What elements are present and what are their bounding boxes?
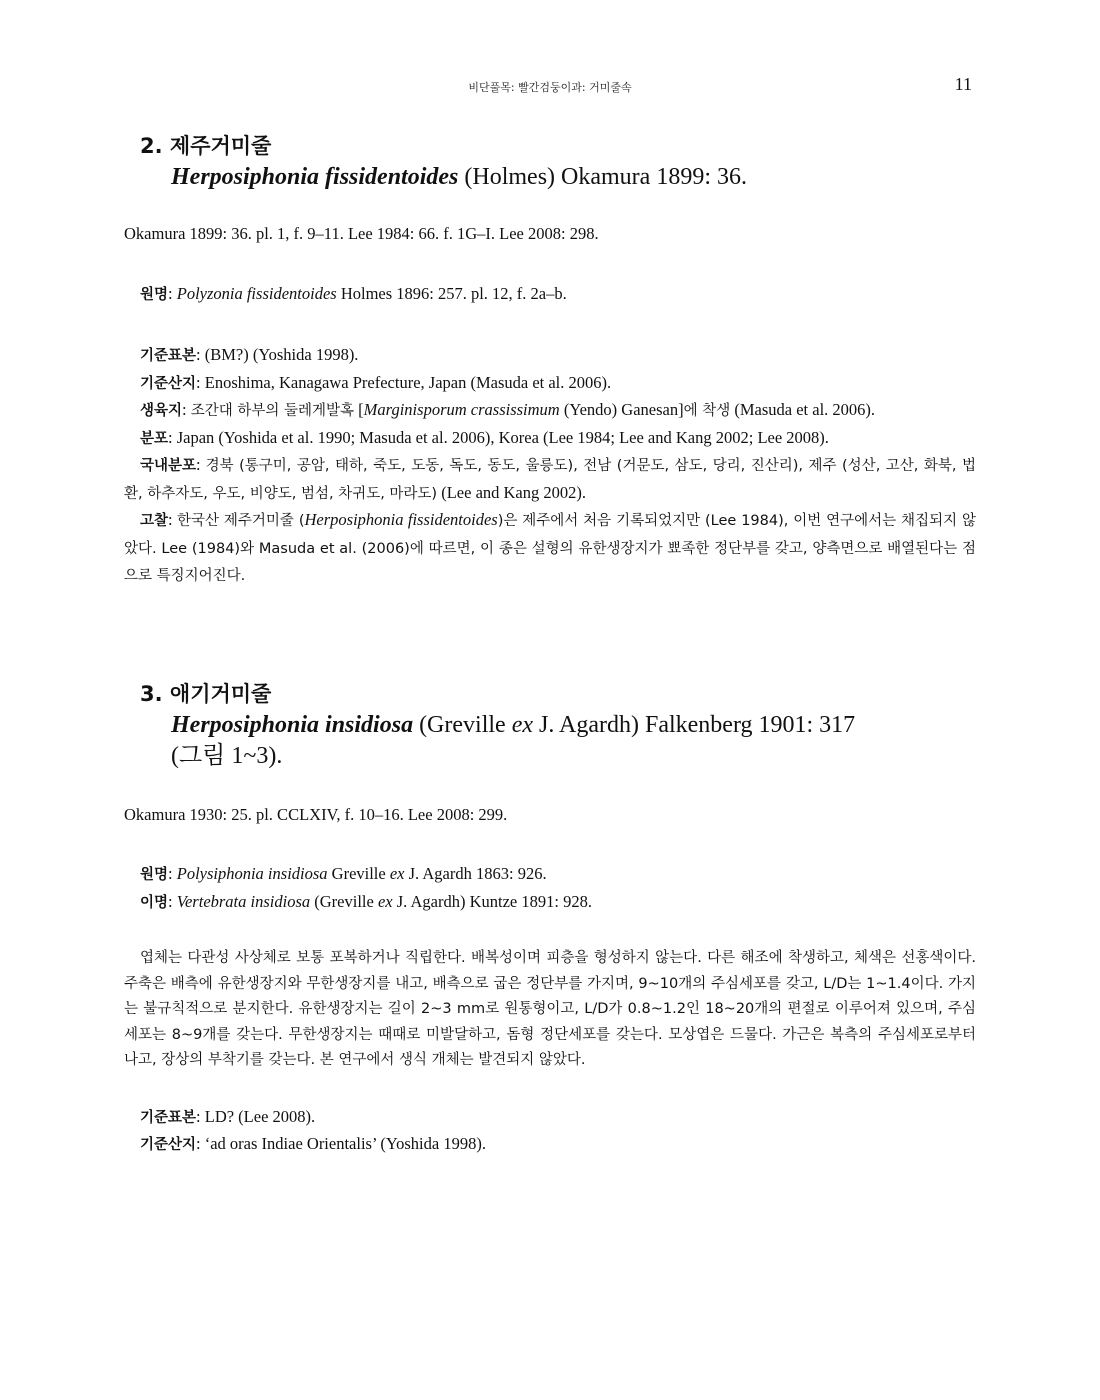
basionym-a: Greville xyxy=(327,864,390,883)
remarks-scientific: Herposiphonia fissidentoides xyxy=(304,510,498,529)
species-3-references: Okamura 1930: 25. pl. CCLXIV, f. 10–16. Lee 2008: 299. xyxy=(124,804,508,824)
domestic-text: 경북 (통구미, 공암, 태하, 죽도, 도동, 독도, 동도, 울릉도), 전남 (거문도, 삼도, 당리, 진산리), 제주 (성산, 고산, 화북, 법환, 하추자도, 우도, 비양도, 범섬, 차귀도, 마라도) xyxy=(124,458,977,502)
page-number: 11 xyxy=(954,74,972,94)
basionym-citation: Holmes 1896: 257. pl. 12, f. 2a–b. xyxy=(336,283,567,303)
species-3-description: 엽체는 다관성 사상체로 보통 포복하거나 직립한다. 배복성이며 피층을 형성하지 않는다. 다른 해조에 착생하고, 체색은 선홍색이다. 주축은 배측에 유한생장지와 무한생장지를 내고, 배측으로 굽은 정단부를 가지며, 9~10개의 주심세포를 갖고, L/D는 1~1.4이다. 가지는 불규칙적으로 분지한다. 유한생장지는 길이 2~3 mm로 원통형이고, L/D가 0.8~1.2인 18~20개의 편절로 이루어져 있으며, 주심세포는 8~9개를 갖는다. 무한생장지는 때때로 미발달하고, 돔형 정단세포를 갖는다. 모상엽은 드물다. 가근은 복측의 주심세포로부터 나고, 장상의 부착기를 갖는다. 본 연구에서 생식 개체는 발견되지 않았다. xyxy=(124,950,976,1068)
species-3-authority-ex: ex xyxy=(511,711,533,738)
domestic-ref: (Lee and Kang 2002). xyxy=(437,482,586,502)
species-2-type-locality xyxy=(124,370,976,398)
habitat-sep: : xyxy=(182,400,191,419)
species-2-title-line xyxy=(140,130,976,162)
habitat-host-authority: (Yendo) Ganesan] xyxy=(559,400,684,419)
basionym-name: Polyzonia fissidentoides xyxy=(176,283,337,303)
species-3-number: 3. xyxy=(140,681,163,706)
species-2-type-specimen xyxy=(124,342,976,370)
habitat-ref: (Masuda et al. 2006). xyxy=(730,400,876,419)
remarks-b: )은 제주에서 처음 기록되었지만 (Lee 1984), 이번 연구에서는 채집되지 않았다. Lee (1984)와 Masuda et al. (2006)에 따르면, 이 종은 설형의 유한생장지가 뾰족한 정단부를 갖고, 양측면으로 배열된다는 점으로 특징지어진다. xyxy=(124,513,976,584)
species-2-distribution xyxy=(124,425,976,453)
remarks-label: 고찰 xyxy=(140,513,169,529)
synonym-name: Vertebrata insidiosa xyxy=(176,891,311,911)
habitat-bracket: [ xyxy=(354,400,364,419)
locality-text: : ‘ad oras Indiae Orientalis’ (Yoshida 1998). xyxy=(196,1134,486,1153)
species-3-names xyxy=(124,861,976,916)
species-3-figure-ref: (그림 1~3). xyxy=(171,742,283,769)
species-3-type-locality xyxy=(124,1131,976,1159)
remarks-a: 한국산 제주거미줄 ( xyxy=(177,513,305,529)
species-3-basionym: 원명: Polysiphonia insidiosa Greville ex J. Agardh 1863: 926. xyxy=(140,864,547,883)
synonym-a: (Greville xyxy=(310,891,378,911)
basionym-ex: ex xyxy=(389,864,405,883)
locality-text: : Enoshima, Kanagawa Prefecture, Japan (Masuda et al. 2006). xyxy=(196,372,612,392)
species-3-type-specimen xyxy=(124,1104,976,1132)
species-3-synonym: 이명: Vertebrata insidiosa (Greville ex J. Agardh) Kuntze 1891: 928. xyxy=(140,891,592,911)
synonym-label: 이명 xyxy=(140,894,169,911)
species-2-remarks: 고찰: 한국산 제주거미줄 (Herposiphonia fissidentoides)은 제주에서 처음 기록되었지만 (Lee 1984), 이번 연구에서는 채집되지 않았다. Lee (1984)와 Masuda et al. (2006)에 따르면, 이 종은 설형의 유한생장지가 뾰족한 정단부를 갖고, 양측면으로 배열된다는 점으로 특징지어진다. xyxy=(124,510,976,584)
running-head: 비단풀목: 빨간검둥이과: 거미줄속 xyxy=(468,81,632,94)
species-2-domestic-distribution: 국내분포: 경북 (통구미, 공암, 태하, 죽도, 도동, 독도, 동도, 울릉도), 전남 (거문도, 삼도, 당리, 진산리), 제주 (성산, 고산, 화북, 법환, 하추자도, 우도, 비양도, 범섬, 차귀도, 마라도) (Lee and Kang 2002). xyxy=(124,455,977,502)
species-2-basionym: 원명: Polyzonia fissidentoides Holmes 1896: 257. pl. 12, f. 2a–b. xyxy=(140,283,567,303)
species-3-scientific-line xyxy=(171,710,976,741)
species-3-authority-b: J. Agardh) Falkenberg 1901: 317 xyxy=(533,711,856,738)
species-3-heading xyxy=(140,678,976,772)
species-2-references: Okamura 1899: 36. pl. 1, f. 9–11. Lee 1984: 66. f. 1G–I. Lee 2008: 298. xyxy=(124,224,599,243)
locality-label: 기준산지 xyxy=(140,375,197,392)
distribution-text: : Japan (Yoshida et al. 1990; Masuda et al. 2006), Korea (Lee 1984; Lee and Kang 2002; Lee 2008). xyxy=(168,427,829,447)
species-2-details xyxy=(124,342,976,590)
basionym-label: 원명 xyxy=(140,286,169,303)
distribution-label: 분포 xyxy=(140,430,169,447)
type-label: 기준표본 xyxy=(140,348,197,364)
species-2-authority: (Holmes) Okamura 1899: 36. xyxy=(458,164,747,190)
species-2-heading xyxy=(140,130,976,193)
species-2-scientific-name: Herposiphonia fissidentoides xyxy=(171,164,459,190)
species-3-korean-name: 애기거미줄 xyxy=(169,681,272,706)
basionym-name: Polysiphonia insidiosa xyxy=(176,864,328,883)
species-3-scientific-name: Herposiphonia insidiosa xyxy=(171,711,414,738)
type-text: : (BM?) (Yoshida 1998). xyxy=(196,345,359,364)
domestic-label: 국내분포 xyxy=(140,458,197,474)
species-2-korean-name: 제주거미줄 xyxy=(169,134,272,158)
habitat-host-name: Marginisporum crassissimum xyxy=(363,400,560,419)
habitat-korean: 조간대 하부의 둘레게발혹 xyxy=(190,403,355,419)
basionym-b: J. Agardh 1863: 926. xyxy=(404,864,547,883)
species-2-number: 2. xyxy=(140,134,163,158)
species-2-scientific-line xyxy=(171,162,976,193)
synonym-ex: ex xyxy=(377,891,393,911)
species-2-habitat xyxy=(124,397,976,425)
synonym-b: J. Agardh) Kuntze 1891: 928. xyxy=(392,891,592,911)
page-content xyxy=(124,130,976,1159)
species-3-title-line xyxy=(140,678,976,710)
habitat-label: 생육지 xyxy=(140,403,183,419)
species-3-authority-a: (Greville xyxy=(413,711,512,738)
habitat-korean-2: 에 착생 xyxy=(683,403,731,419)
basionym-label: 원명 xyxy=(140,867,169,883)
type-label: 기준표본 xyxy=(140,1109,197,1126)
page-header xyxy=(0,76,1100,96)
locality-label: 기준산지 xyxy=(140,1137,197,1153)
type-text: : LD? (Lee 2008). xyxy=(196,1106,316,1126)
species-3-details xyxy=(124,1104,976,1159)
